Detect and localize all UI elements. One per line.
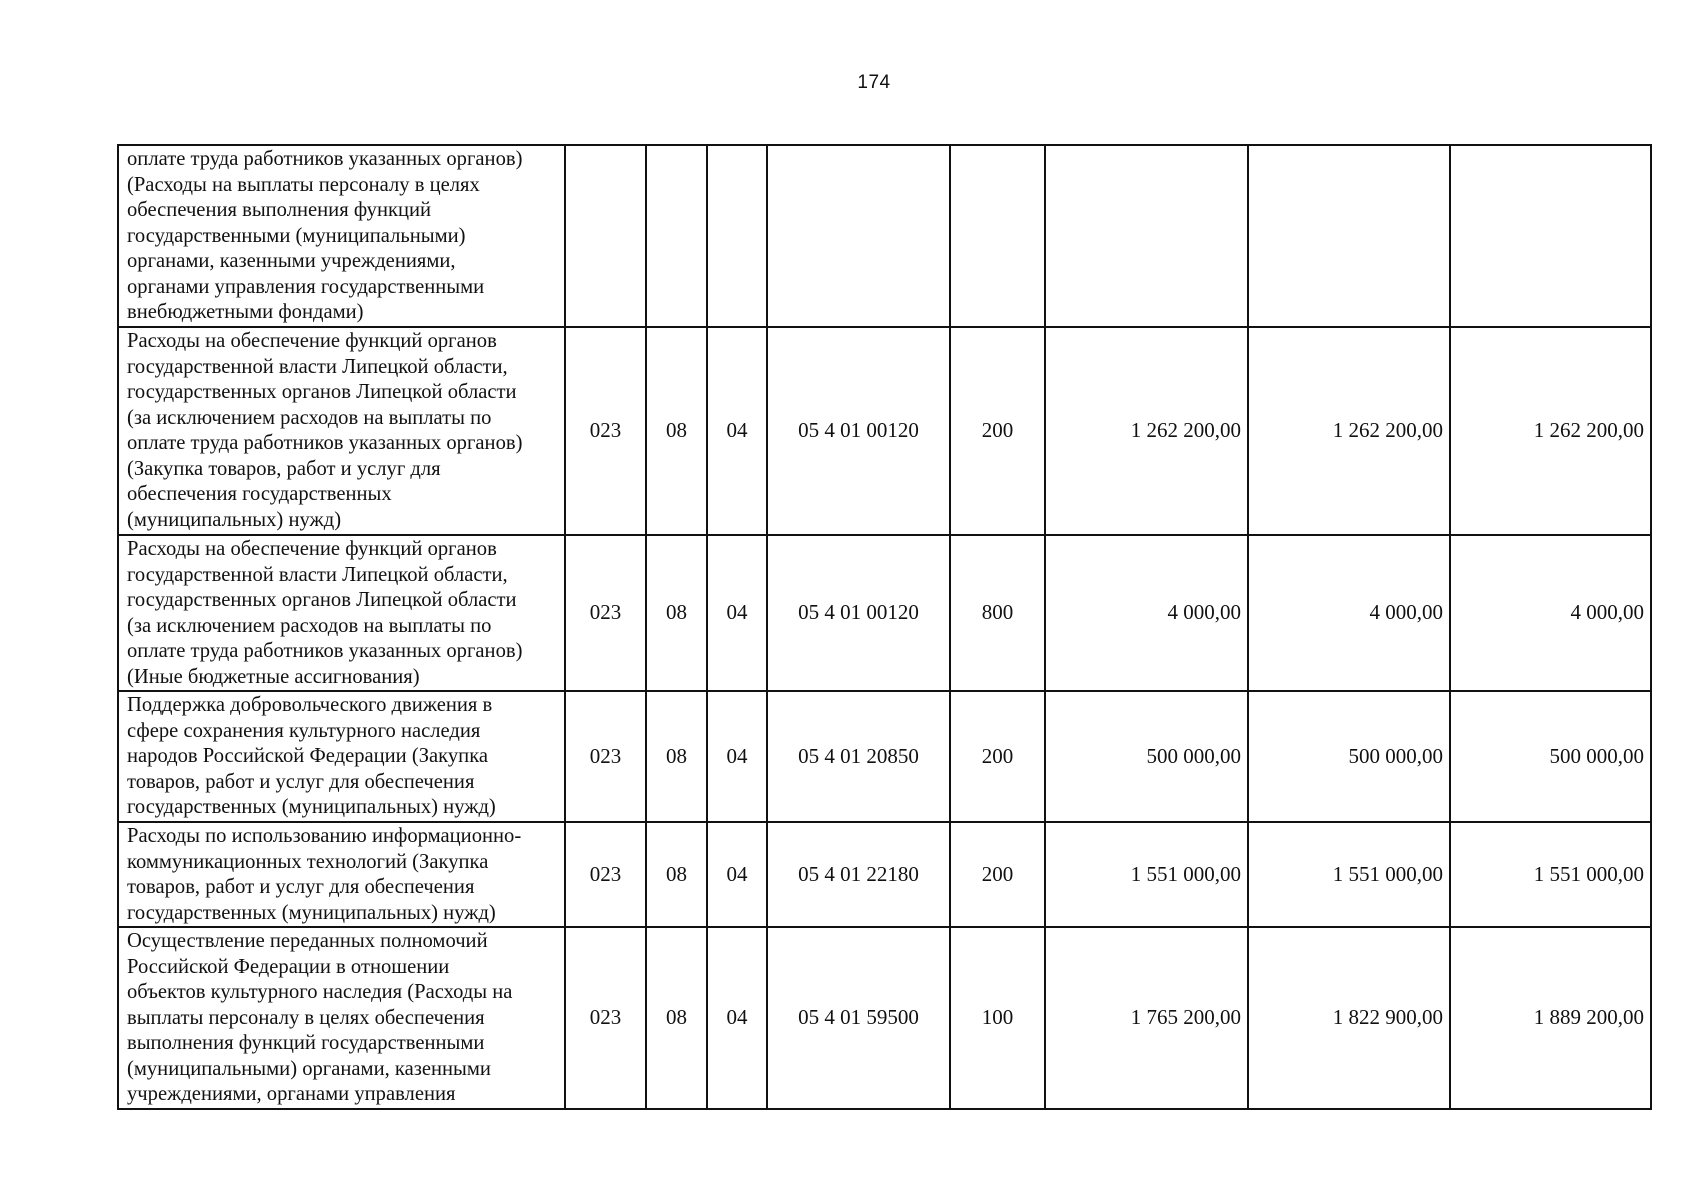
section-code: 08 [646, 822, 707, 927]
budget-table [117, 144, 1652, 1110]
row-description: оплате труда работников указанных органов) (Расходы на выплаты персоналу в целях обеспечения выполнения функций государственными (муниципальными) органами, казенными учреждениями, органами управления государственными внебюджетными фондами) [118, 145, 565, 327]
subsection-code: 04 [707, 822, 767, 927]
row-description: Расходы на обеспечение функций органов государственной власти Липецкой области, государственных органов Липецкой области (за исключением расходов на выплаты по оплате труда работников указанных органов) (Иные бюджетные ассигнования) [118, 535, 565, 691]
subsection-code: 04 [707, 691, 767, 822]
expense-type-code: 100 [950, 927, 1045, 1109]
amount-year-2 [1248, 145, 1450, 327]
amount-year-3: 1 262 200,00 [1450, 327, 1651, 535]
subsection-code: 04 [707, 927, 767, 1109]
amount-year-1 [1045, 145, 1248, 327]
amount-year-1: 500 000,00 [1045, 691, 1248, 822]
target-article-code: 05 4 01 00120 [767, 327, 950, 535]
ministry-code: 023 [565, 927, 646, 1109]
row-description: Расходы по использованию информационно- коммуникационных технологий (Закупка товаров, работ и услуг для обеспечения государственных (муниципальных) нужд) [118, 822, 565, 927]
ministry-code: 023 [565, 535, 646, 691]
amount-year-1: 4 000,00 [1045, 535, 1248, 691]
section-code [646, 145, 707, 327]
expense-type-code: 200 [950, 327, 1045, 535]
table-row [118, 822, 1651, 927]
amount-year-2: 500 000,00 [1248, 691, 1450, 822]
row-description: Осуществление переданных полномочий Российской Федерации в отношении объектов культурного наследия (Расходы на выплаты персоналу в целях обеспечения выполнения функций государственными (муниципальными) органами, казенными учреждениями, органами управления [118, 927, 565, 1109]
table-row [118, 535, 1651, 691]
ministry-code [565, 145, 646, 327]
target-article-code: 05 4 01 59500 [767, 927, 950, 1109]
target-article-code: 05 4 01 20850 [767, 691, 950, 822]
amount-year-3: 4 000,00 [1450, 535, 1651, 691]
expense-type-code: 800 [950, 535, 1045, 691]
ministry-code: 023 [565, 691, 646, 822]
target-article-code: 05 4 01 22180 [767, 822, 950, 927]
amount-year-2: 1 551 000,00 [1248, 822, 1450, 927]
section-code: 08 [646, 927, 707, 1109]
subsection-code: 04 [707, 327, 767, 535]
section-code: 08 [646, 535, 707, 691]
subsection-code: 04 [707, 535, 767, 691]
amount-year-3: 1 889 200,00 [1450, 927, 1651, 1109]
expense-type-code [950, 145, 1045, 327]
row-description: Расходы на обеспечение функций органов государственной власти Липецкой области, государственных органов Липецкой области (за исключением расходов на выплаты по оплате труда работников указанных органов) (Закупка товаров, работ и услуг для обеспечения государственных (муниципальных) нужд) [118, 327, 565, 535]
table-row [118, 145, 1651, 327]
ministry-code: 023 [565, 822, 646, 927]
target-article-code: 05 4 01 00120 [767, 535, 950, 691]
amount-year-2: 1 262 200,00 [1248, 327, 1450, 535]
amount-year-3 [1450, 145, 1651, 327]
amount-year-1: 1 551 000,00 [1045, 822, 1248, 927]
table-row [118, 327, 1651, 535]
row-description: Поддержка добровольческого движения в сфере сохранения культурного наследия народов Российской Федерации (Закупка товаров, работ и услуг для обеспечения государственных (муниципальных) нужд) [118, 691, 565, 822]
ministry-code: 023 [565, 327, 646, 535]
subsection-code [707, 145, 767, 327]
section-code: 08 [646, 327, 707, 535]
amount-year-1: 1 765 200,00 [1045, 927, 1248, 1109]
amount-year-3: 1 551 000,00 [1450, 822, 1651, 927]
page-number: 174 [857, 72, 891, 93]
amount-year-2: 4 000,00 [1248, 535, 1450, 691]
table-row [118, 927, 1651, 1109]
amount-year-2: 1 822 900,00 [1248, 927, 1450, 1109]
expense-type-code: 200 [950, 691, 1045, 822]
amount-year-1: 1 262 200,00 [1045, 327, 1248, 535]
expense-type-code: 200 [950, 822, 1045, 927]
table-row [118, 691, 1651, 822]
section-code: 08 [646, 691, 707, 822]
target-article-code [767, 145, 950, 327]
amount-year-3: 500 000,00 [1450, 691, 1651, 822]
